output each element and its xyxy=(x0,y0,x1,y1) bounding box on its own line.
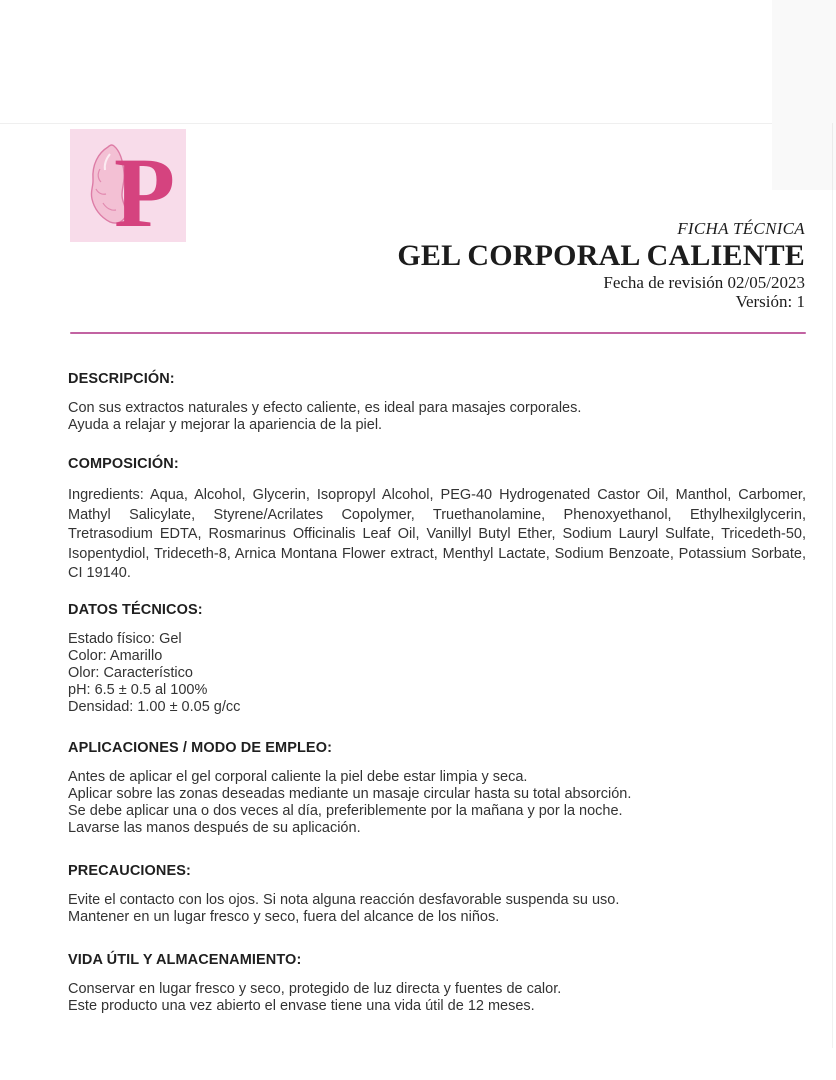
text-line: pH: 6.5 ± 0.5 al 100% xyxy=(68,681,208,698)
text-line: Aplicar sobre las zonas deseadas mediante un masaje circular hasta su total absorción. xyxy=(68,785,632,802)
section-heading: COMPOSICIÓN: xyxy=(68,456,179,472)
brand-logo-icon xyxy=(70,129,186,242)
text-line: Color: Amarillo xyxy=(68,647,163,664)
document-header xyxy=(397,218,805,311)
scan-artifact-line xyxy=(0,123,772,124)
section-heading: DESCRIPCIÓN: xyxy=(68,371,175,387)
section-text xyxy=(68,981,806,1015)
text-line: Ayuda a relajar y mejorar la apariencia de la piel. xyxy=(68,417,383,433)
section-heading: APLICACIONES / MODO DE EMPLEO: xyxy=(68,739,333,756)
revision-date: Fecha de revisión 02/05/2023 xyxy=(603,273,805,292)
document-body xyxy=(68,334,806,1015)
text-line: Mantener en un lugar fresco y seco, fuera del alcance de los niños. xyxy=(68,908,500,925)
section-text xyxy=(68,631,806,716)
section-heading: DATOS TÉCNICOS: xyxy=(68,601,203,618)
section-composicion xyxy=(68,456,806,584)
scan-artifact-line xyxy=(832,123,833,1048)
section-vida-util xyxy=(68,952,806,1015)
logo-letter: P xyxy=(114,137,176,242)
section-text xyxy=(68,400,806,434)
text-line: Se debe aplicar una o dos veces al día, preferiblemente por la mañana y por la noche. xyxy=(68,802,623,819)
scan-artifact-shade xyxy=(772,0,836,190)
text-line: Densidad: 1.00 ± 0.05 g/cc xyxy=(68,698,241,715)
page-title: GEL CORPORAL CALIENTE xyxy=(397,239,805,272)
text-line: Este producto una vez abierto el envase tiene una vida útil de 12 meses. xyxy=(68,997,535,1014)
section-text xyxy=(68,769,806,837)
text-line: Ingredients: Aqua, Alcohol, Glycerin, Isopropyl Alcohol, PEG-40 Hydrogenated Castor Oil, Manthol, Carbomer, Mathyl Salicylate, Styrene/Acrilates Copolymer, Truethanolamine, Phenoxyethanol, Ethylhexilglycerin, Tretrasodium EDTA, Rosmarinus Officinalis Leaf Oil, Vanillyl Butyl Ether, Sodium Lauryl Sulfate, Tricedeth-50, Isopentydiol, Trideceth-8, Arnica Montana Flower extract, Menthyl Lactate, Sodium Benzoate, Potassium Sorbate, CI 19140. xyxy=(68,487,806,581)
version-label: Versión: 1 xyxy=(735,292,805,311)
text-line: Antes de aplicar el gel corporal caliente la piel debe estar limpia y seca. xyxy=(68,768,528,785)
section-text xyxy=(68,486,806,584)
text-line: Olor: Característico xyxy=(68,664,193,681)
text-line: Con sus extractos naturales y efecto caliente, es ideal para masajes corporales. xyxy=(68,400,582,416)
text-line: Evite el contacto con los ojos. Si nota alguna reacción desfavorable suspenda su uso. xyxy=(68,891,620,908)
section-heading: VIDA ÚTIL Y ALMACENAMIENTO: xyxy=(68,951,302,968)
section-descripcion xyxy=(68,371,806,434)
section-heading: PRECAUCIONES: xyxy=(68,862,191,879)
section-text xyxy=(68,892,806,926)
doc-type-label: FICHA TÉCNICA xyxy=(677,219,805,238)
section-aplicaciones xyxy=(68,740,806,837)
section-precauciones xyxy=(68,863,806,926)
section-datos-tecnicos xyxy=(68,602,806,716)
text-line: Estado físico: Gel xyxy=(68,630,182,647)
brand-logo xyxy=(70,129,186,242)
text-line: Lavarse las manos después de su aplicación. xyxy=(68,819,361,836)
text-line: Conservar en lugar fresco y seco, protegido de luz directa y fuentes de calor. xyxy=(68,980,562,997)
